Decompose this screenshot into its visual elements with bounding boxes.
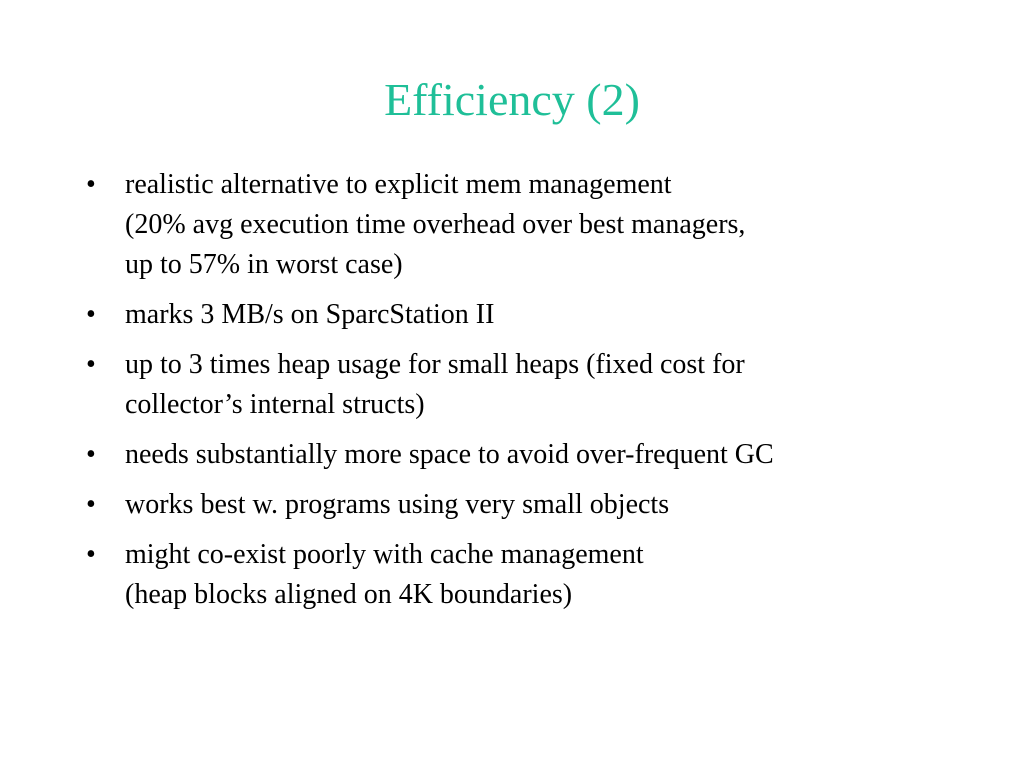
bullet-list: [84, 165, 984, 625]
bullet-text-line: collector’s internal structs): [125, 389, 425, 420]
bullet-text-line: might co-exist poorly with cache management: [125, 539, 644, 570]
bullet-text-line: marks 3 MB/s on SparcStation II: [125, 299, 495, 330]
bullet-text-line: needs substantially more space to avoid over-frequent GC: [125, 439, 774, 470]
bullet-text-line: realistic alternative to explicit mem management: [125, 169, 672, 200]
bullet-item: [84, 435, 984, 475]
bullet-icon: •: [86, 299, 96, 330]
bullet-item: [84, 485, 984, 525]
bullet-text-line: up to 57% in worst case): [125, 249, 403, 280]
bullet-icon: •: [86, 349, 96, 380]
bullet-icon: •: [86, 489, 96, 520]
bullet-item: [84, 535, 984, 615]
bullet-icon: •: [86, 169, 96, 200]
bullet-text-line: (20% avg execution time overhead over best managers,: [125, 209, 746, 240]
bullet-item: [84, 345, 984, 425]
bullet-icon: •: [86, 439, 96, 470]
bullet-text-line: up to 3 times heap usage for small heaps (fixed cost for: [125, 349, 745, 380]
bullet-text-line: works best w. programs using very small objects: [125, 489, 670, 520]
bullet-item: [84, 295, 984, 335]
bullet-icon: •: [86, 539, 96, 570]
bullet-text-line: (heap blocks aligned on 4K boundaries): [125, 579, 573, 610]
bullet-item: [84, 165, 984, 285]
slide-title: Efficiency (2): [384, 74, 640, 125]
